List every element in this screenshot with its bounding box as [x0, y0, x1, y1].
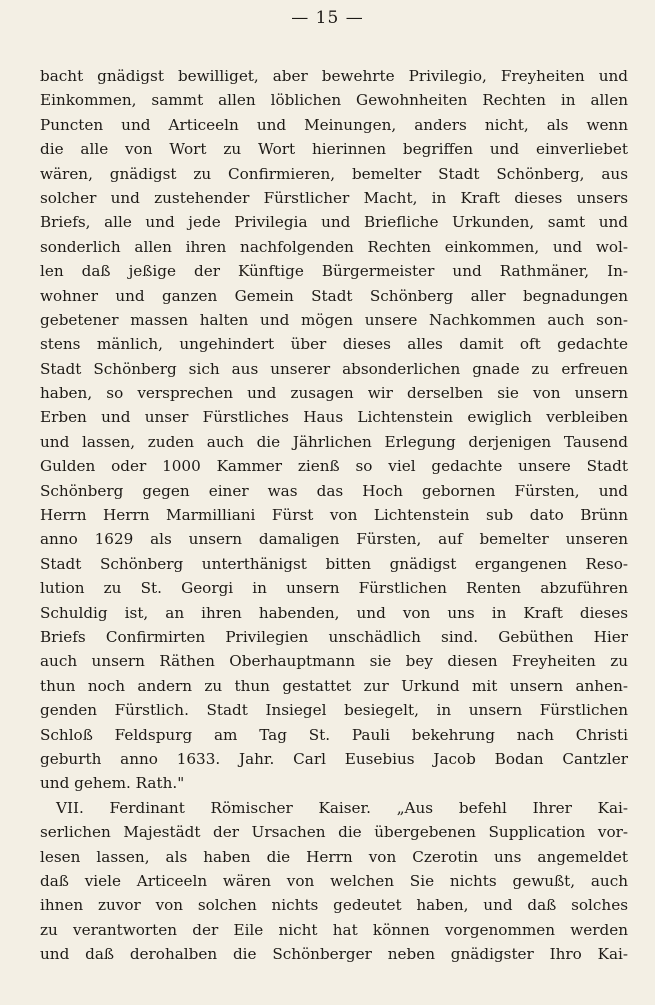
text-line: Gulden oder 1000 Kammer zienß so viel gedachte unsere Stadt — [40, 457, 628, 476]
text-line: len daß jeßige der Künftige Bürgermeister und Rathmäner, In- — [40, 262, 628, 281]
text-line: daß viele Articeeln wären von welchen Sie nichts gewußt, auch — [40, 871, 628, 890]
text-line: gebetener massen halten und mögen unsere Nachkommen auch son- — [40, 310, 628, 329]
page-number: — 15 — — [291, 8, 364, 28]
text-line: auch unsern Räthen Oberhauptmann sie bey diesen Freyheiten zu — [40, 652, 628, 671]
text-line: zu verantworten der Eile nicht hat können vorgenommen werden — [40, 920, 628, 939]
text-line: Schuldig ist, an ihren habenden, und von uns in Kraft dieses — [40, 603, 628, 622]
text-line: lesen lassen, als haben die Herrn von Czerotin uns angemeldet — [40, 847, 628, 866]
text-line: wären, gnädigst zu Confirmieren, bemelter Stadt Schönberg, aus — [40, 164, 628, 183]
text-line: Schönberg gegen einer was das Hoch gebornen Fürsten, und — [40, 481, 628, 500]
text-line: haben, so versprechen und zusagen wir derselben sie von unsern — [40, 384, 628, 403]
text-line: Briefs Confirmirten Privilegien unschädlich sind. Gebüthen Hier — [40, 627, 628, 646]
text-line: ihnen zuvor von solchen nichts gedeutet haben, und daß solches — [40, 896, 628, 915]
text-line: anno 1629 als unsern damaligen Fürsten, auf bemelter unseren — [40, 530, 628, 549]
text-line: lution zu St. Georgi in unsern Fürstlichen Renten abzuführen — [40, 579, 628, 598]
text-line: sonderlich allen ihren nachfolgenden Rechten einkommen, und wol- — [40, 237, 628, 256]
text-line: Schloß Feldspurg am Tag St. Pauli bekehrung nach Christi — [40, 725, 628, 744]
text-line: Puncten und Articeeln und Meinungen, anders nicht, als wenn — [40, 115, 628, 134]
text-line: thun noch andern zu thun gestattet zur Urkund mit unsern anhen- — [40, 676, 628, 695]
text-line: und daß derohalben die Schönberger neben gnädigster Ihro Kai- — [40, 945, 628, 964]
text-line: Einkommen, sammt allen löblichen Gewohnheiten Rechten in allen — [40, 91, 628, 110]
text-line: die alle von Wort zu Wort hierinnen begriffen und einverliebet — [40, 140, 628, 159]
text-line: bacht gnädigst bewilliget, aber bewehrte Privilegio, Freyheiten und — [40, 67, 628, 85]
body-text — [40, 64, 628, 966]
text-line: und lassen, zuden auch die Jährlichen Erlegung derjenigen Tausend — [40, 432, 628, 451]
text-line: geburth anno 1633. Jahr. Carl Eusebius Jacob Bodan Cantzler — [40, 749, 628, 768]
text-line: genden Fürstlich. Stadt Insiegel besiegelt, in unsern Fürstlichen — [40, 701, 628, 720]
text-line: Stadt Schönberg sich aus unserer absonderlichen gnade zu erfreuen — [40, 359, 628, 378]
text-line: Stadt Schönberg unterthänigst bitten gnädigst ergangenen Reso- — [40, 554, 628, 573]
text-line: serlichen Majestädt der Ursachen die übergebenen Supplication vor- — [40, 823, 628, 842]
text-line: wohner und ganzen Gemein Stadt Schönberg aller begnadungen — [40, 286, 628, 305]
text-line: Erben und unser Fürstliches Haus Lichtenstein ewiglich verbleiben — [40, 408, 628, 427]
text-line: VII. Ferdinant Römischer Kaiser. „Aus befehl Ihrer Kai- — [56, 798, 628, 817]
text-line: stens mänlich, ungehindert über dieses alles damit oft gedachte — [40, 335, 628, 354]
text-line: Herrn Herrn Marmilliani Fürst von Lichtenstein sub dato Brünn — [40, 506, 628, 525]
text-line: Briefs, alle und jede Privilegia und Briefliche Urkunden, samt und — [40, 213, 628, 232]
text-line: solcher und zustehender Fürstlicher Macht, in Kraft dieses unsers — [40, 188, 628, 207]
text-line: und gehem. Rath." — [40, 774, 185, 793]
